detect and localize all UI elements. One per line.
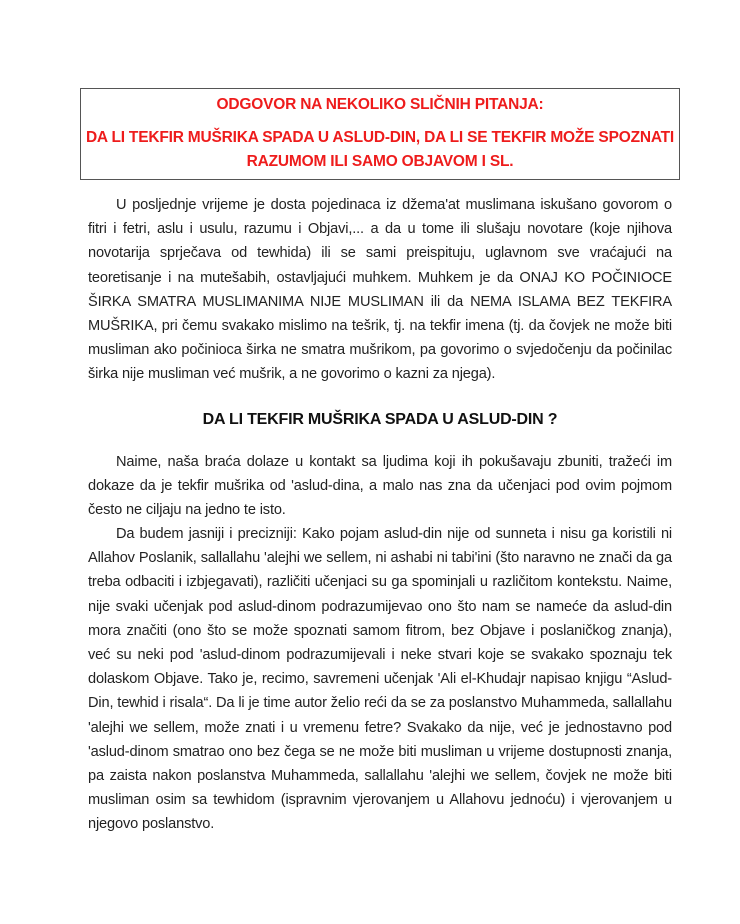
section-heading: DA LI TEKFIR MUŠRIKA SPADA U ASLUD-DIN ? [202,411,558,428]
paragraph-intro: U posljednje vrijeme je dosta pojedinaca iz džema'at muslimana iskušano govorom o fitri i fetri, aslu i usulu, razumu i Objavi,... a da u tome ili slušaju novotare (koje njihova novotarija sprječava od tewhida) ili se sami preispituju, uglavnom sve vraćajući na teoretisanje i na mutešabih, ostavljajući muhkem. Muhkem je da ONAJ KO POČINIOCE ŠIRKA SMATRA MUSLIMANIMA NIJE MUSLIMAN ili da NEMA ISLAMA BEZ TEKFIRA MUŠRIKA, pri čemu svakako mislimo na tešrik, tj. na tekfir imena (tj. da čovjek ne može biti musliman ako počinioca širka ne smatra mušrikom, pa govorimo o svjedočenju da počinilac širka nije musliman već mušrik, a ne govorimo o kazni za njega). [88,197,672,383]
document-title: ODGOVOR NA NEKOLIKO SLIČNIH PITANJA: [216,96,544,113]
paragraph-naime: Naime, naša braća dolaze u kontakt sa ljudima koji ih pokušavaju zbuniti, tražeći im dokaze da je tekfir mušrika od 'aslud-dina, a malo nas zna da učenjaci pod ovim pojmom često ne ciljaju na jedno te isto. [88,454,672,519]
paragraph-da-budem: Da budem jasniji i precizniji: Kako pojam aslud-din nije od sunneta i nisu ga koristili ni Allahov Poslanik, sallallahu 'alejhi we sellem, ni ashabi ni tabi'ini (što naravno ne znači da ga treba odbaciti i izbjegavati), različiti učenjaci su ga spominjali u različitom kontekstu. Naime, nije svaki učenjak pod aslud-dinom podrazumijevao ono što nam se nameće da aslud-din mora značiti (ono što se može spoznati samom fitrom, bez Objave i poslaničkog znanja), već su neki pod 'aslud-dinom podrazumijevali i neke stvari koje se svakako spoznaju tek dolaskom Objave. Tako je, recimo, savremeni učenjak 'Ali el-Khudajr napisao knjigu “Aslud-Din, tewhid i risala“. Da li je time autor želio reći da se za poslanstvo Muhammeda, sallallahu 'alejhi we sellem, može znati i u vremenu fetre? Svakako da nije, već je jednostavno pod 'aslud-dinom smatrao ono bez čega se ne može biti musliman u vrijeme dostupnosti znanja, pa zaista nakon poslanstva Muhammeda, sallallahu 'alejhi we sellem, čovjek ne može biti musliman osim sa tewhidom (ispravnim vjerovanjem u Allahovu jednoću) i vjerovanjem u njegovo poslanstvo. [88,526,672,833]
document-subtitle: DA LI TEKFIR MUŠRIKA SPADA U ASLUD-DIN, DA LI SE TEKFIR MOŽE SPOZNATI RAZUMOM ILI SAMO OBJAVOM I SL. [85,129,675,170]
title-box [80,88,680,180]
